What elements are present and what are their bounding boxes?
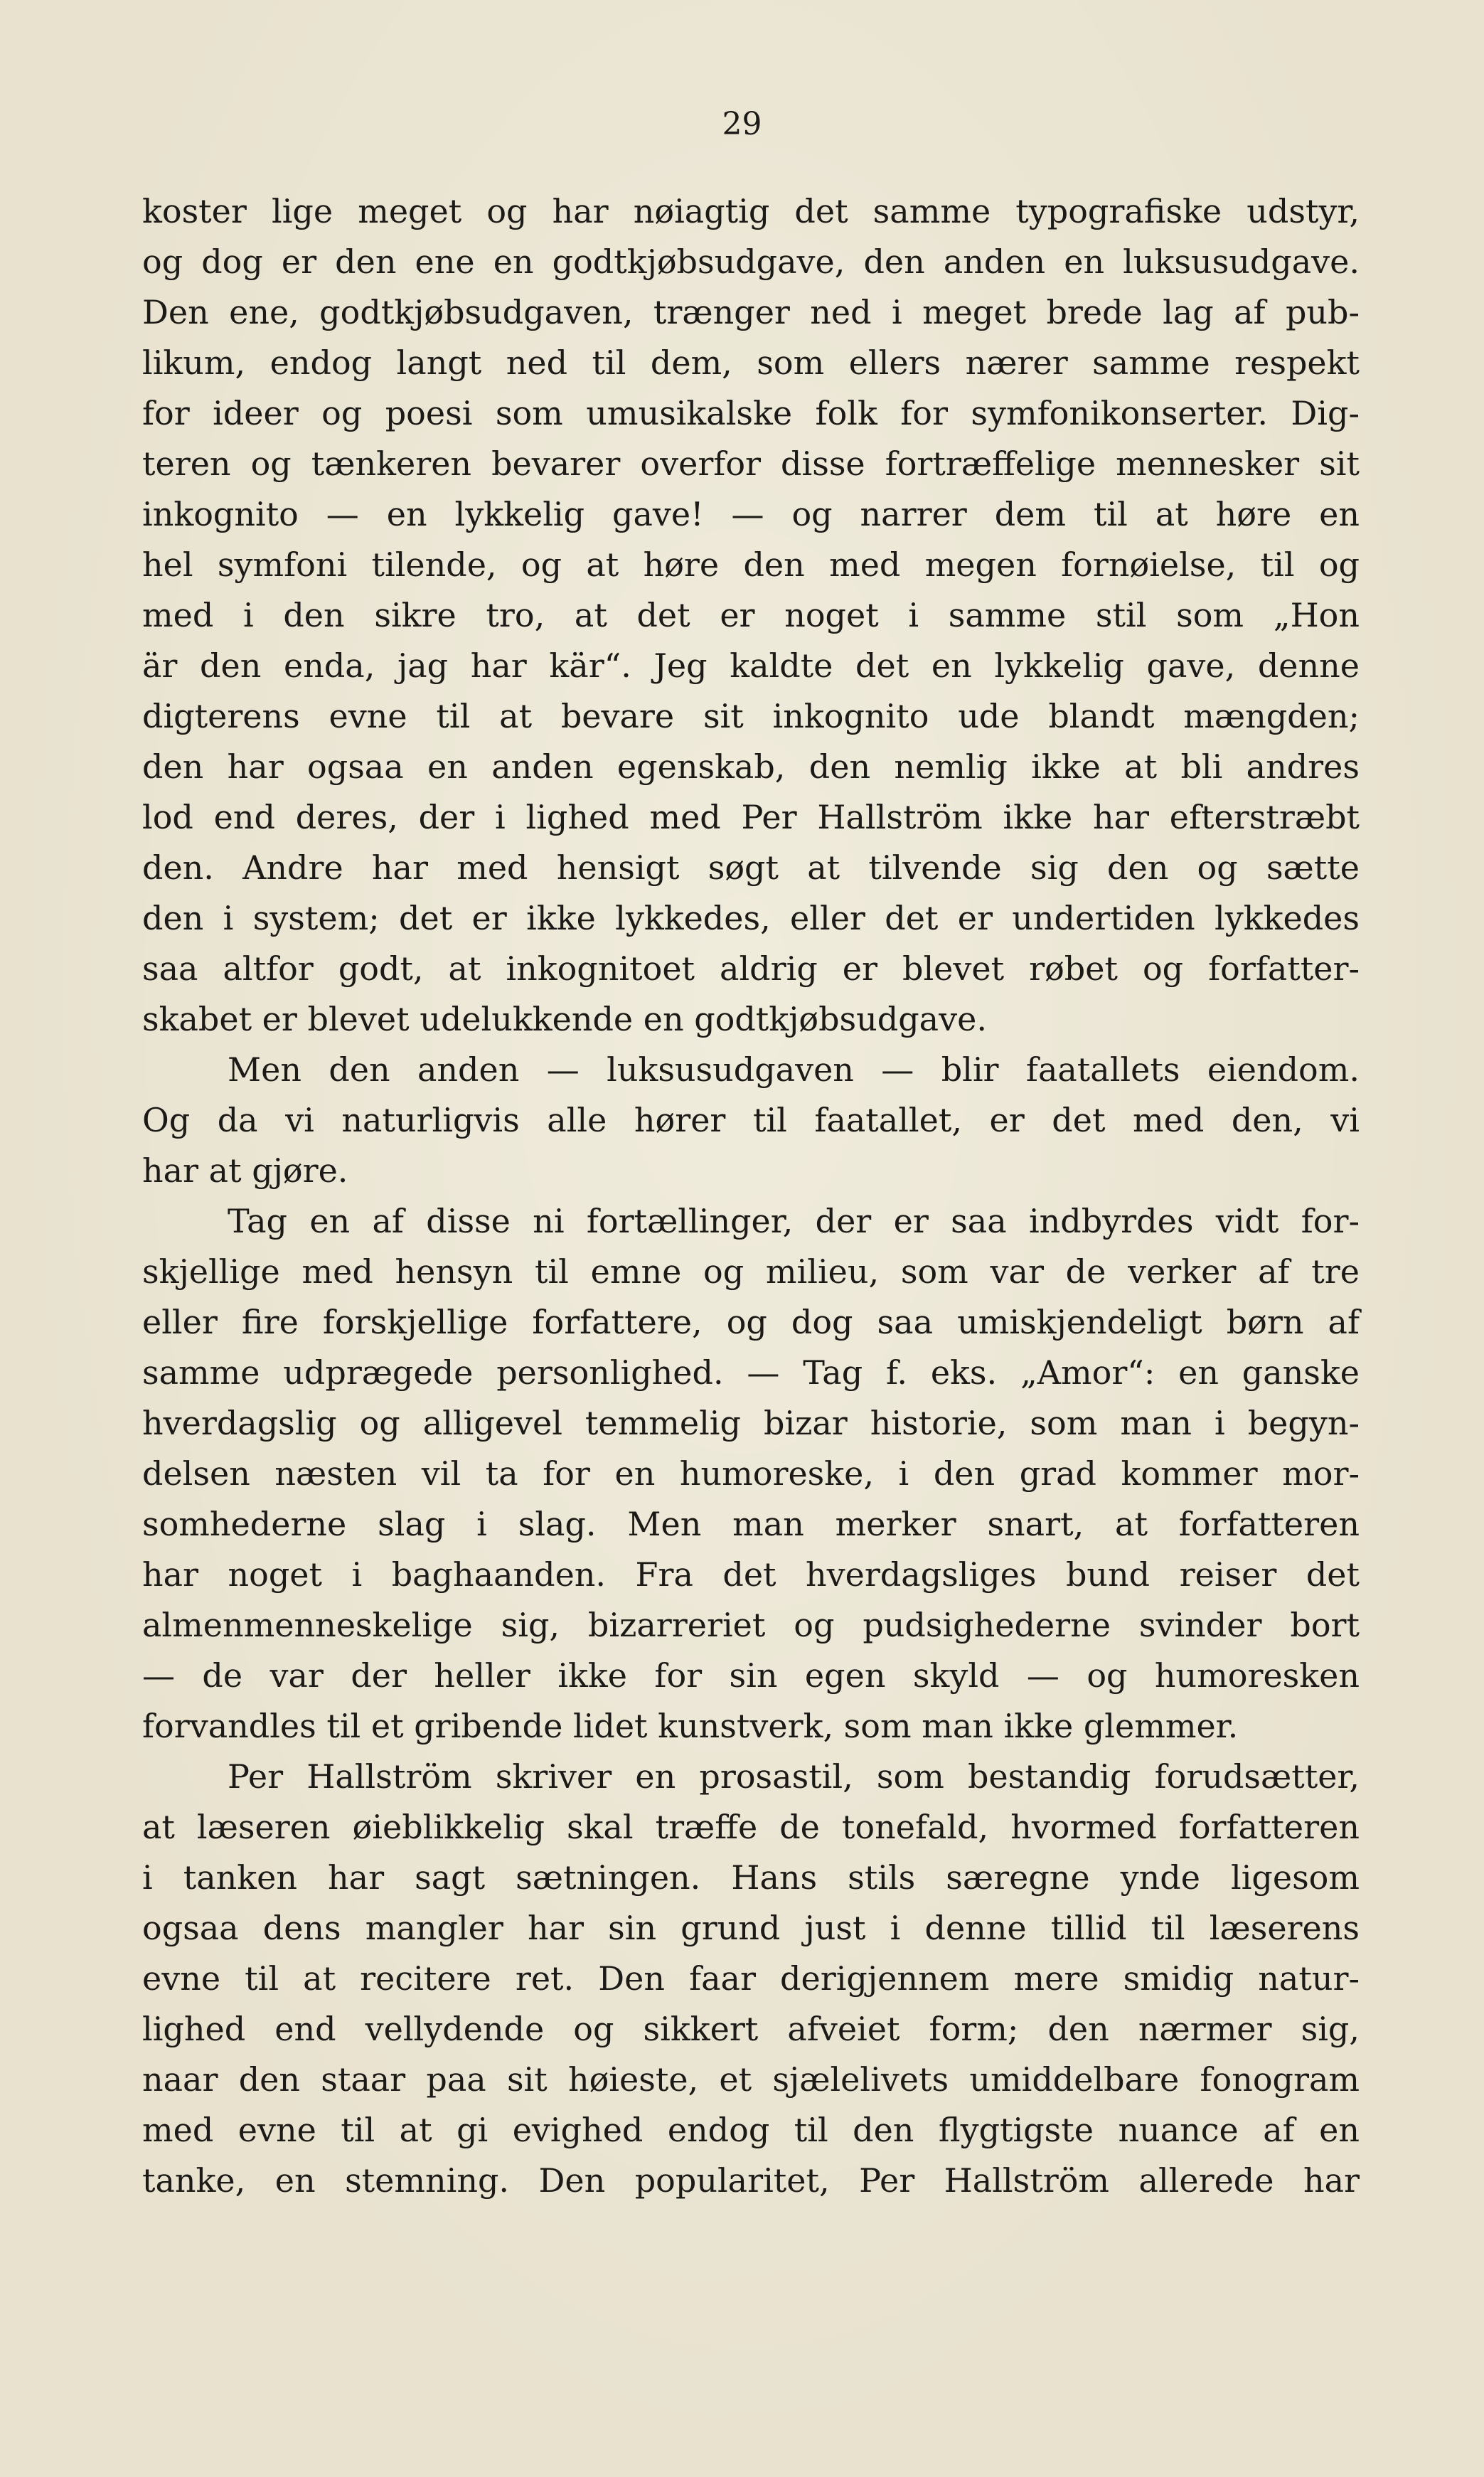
text-line: har noget i baghaanden. Fra det hverdagsliges bund reiser det [142,1555,1360,1594]
text-line: ogsaa dens mangler har sin grund just i denne tillid til læserens [142,1909,1360,1947]
text-line: Men den anden — luksusudgaven — blir faatallets eiendom. [228,1050,1360,1089]
text-line: digterens evne til at bevare sit inkognito ude blandt mængden; [142,697,1360,735]
paragraph [142,1196,1360,1752]
page-number: 29 [722,106,762,142]
text-line: hel symfoni tilende, og at høre den med megen fornøielse, til og [142,545,1360,584]
body-text [142,186,1360,2206]
text-line: lod end deres, der i lighed med Per Hallström ikke har efterstræbt [142,798,1360,836]
text-line: koster lige meget og har nøiagtig det samme typografiske udstyr, [142,192,1360,230]
text-line: saa altfor godt, at inkognitoet aldrig er blevet røbet og forfatter- [142,949,1360,988]
text-line: — de var der heller ikke for sin egen skyld — og humoresken [142,1656,1360,1695]
text-line: Og da vi naturligvis alle hører til faatallet, er det med den, vi [142,1101,1360,1139]
text-line: lighed end vellydende og sikkert afveiet form; den nærmer sig, [142,2010,1360,2048]
paragraph [142,186,1360,1045]
text-line: i tanken har sagt sætningen. Hans stils særegne ynde ligesom [142,1858,1360,1897]
text-line: den. Andre har med hensigt søgt at tilvende sig den og sætte [142,848,1360,887]
text-line: hverdagslig og alligevel temmelig bizar historie, som man i begyn- [142,1404,1360,1442]
text-line: är den enda, jag har kär“. Jeg kaldte det en lykkelig gave, denne [142,646,1360,685]
text-line: Den ene, godtkjøbsudgaven, trænger ned i meget brede lag af pub- [142,293,1360,331]
text-line: skabet er blevet udelukkende en godtkjøbsudgave. [142,1000,987,1038]
paragraph [142,1045,1360,1196]
text-line: inkognito — en lykkelig gave! — og narrer dem til at høre en [142,495,1360,533]
text-line: med i den sikre tro, at det er noget i samme stil som „Hon [142,596,1360,634]
text-line: eller fire forskjellige forfattere, og dog saa umiskjendeligt børn af [142,1303,1360,1341]
text-line: samme udprægede personlighed. — Tag f. eks. „Amor“: en ganske [142,1353,1360,1392]
text-line: naar den staar paa sit høieste, et sjælelivets umiddelbare fonogram [142,2060,1360,2099]
text-line: at læseren øieblikkelig skal træffe de tonefald, hvormed forfatteren [142,1808,1360,1846]
text-line: Per Hallström skriver en prosastil, som bestandig forudsætter, [228,1757,1360,1796]
text-line: den i system; det er ikke lykkedes, eller det er undertiden lykkedes [142,899,1360,937]
text-line: den har ogsaa en anden egenskab, den nemlig ikke at bli andres [142,747,1360,786]
text-line: somhederne slag i slag. Men man merker snart, at forfatteren [142,1505,1360,1543]
text-line: skjellige med hensyn til emne og milieu, som var de verker af tre [142,1252,1360,1291]
text-line: evne til at recitere ret. Den faar derigjennem mere smidig natur- [142,1959,1360,1998]
text-line: Tag en af disse ni fortællinger, der er saa indbyrdes vidt for- [228,1202,1360,1240]
text-line: almenmenneskelige sig, bizarreriet og pudsighederne svinder bort [142,1606,1360,1644]
text-line: har at gjøre. [142,1151,348,1190]
text-line: likum, endog langt ned til dem, som ellers nærer samme respekt [142,343,1360,382]
text-line: tanke, en stemning. Den popularitet, Per Hallström allerede har [142,2161,1360,2200]
text-line: teren og tænkeren bevarer overfor disse fortræffelige mennesker sit [142,444,1360,483]
text-line: delsen næsten vil ta for en humoreske, i den grad kommer mor- [142,1454,1360,1493]
text-line: forvandles til et gribende lidet kunstverk, som man ikke glemmer. [142,1707,1239,1745]
text-line: og dog er den ene en godtkjøbsudgave, den anden en luksusudgave. [142,243,1360,281]
text-line: med evne til at gi evighed endog til den flygtigste nuance af en [142,2111,1360,2149]
paragraph [142,1752,1360,2206]
text-line: for ideer og poesi som umusikalske folk for symfonikonserter. Dig- [142,394,1360,432]
